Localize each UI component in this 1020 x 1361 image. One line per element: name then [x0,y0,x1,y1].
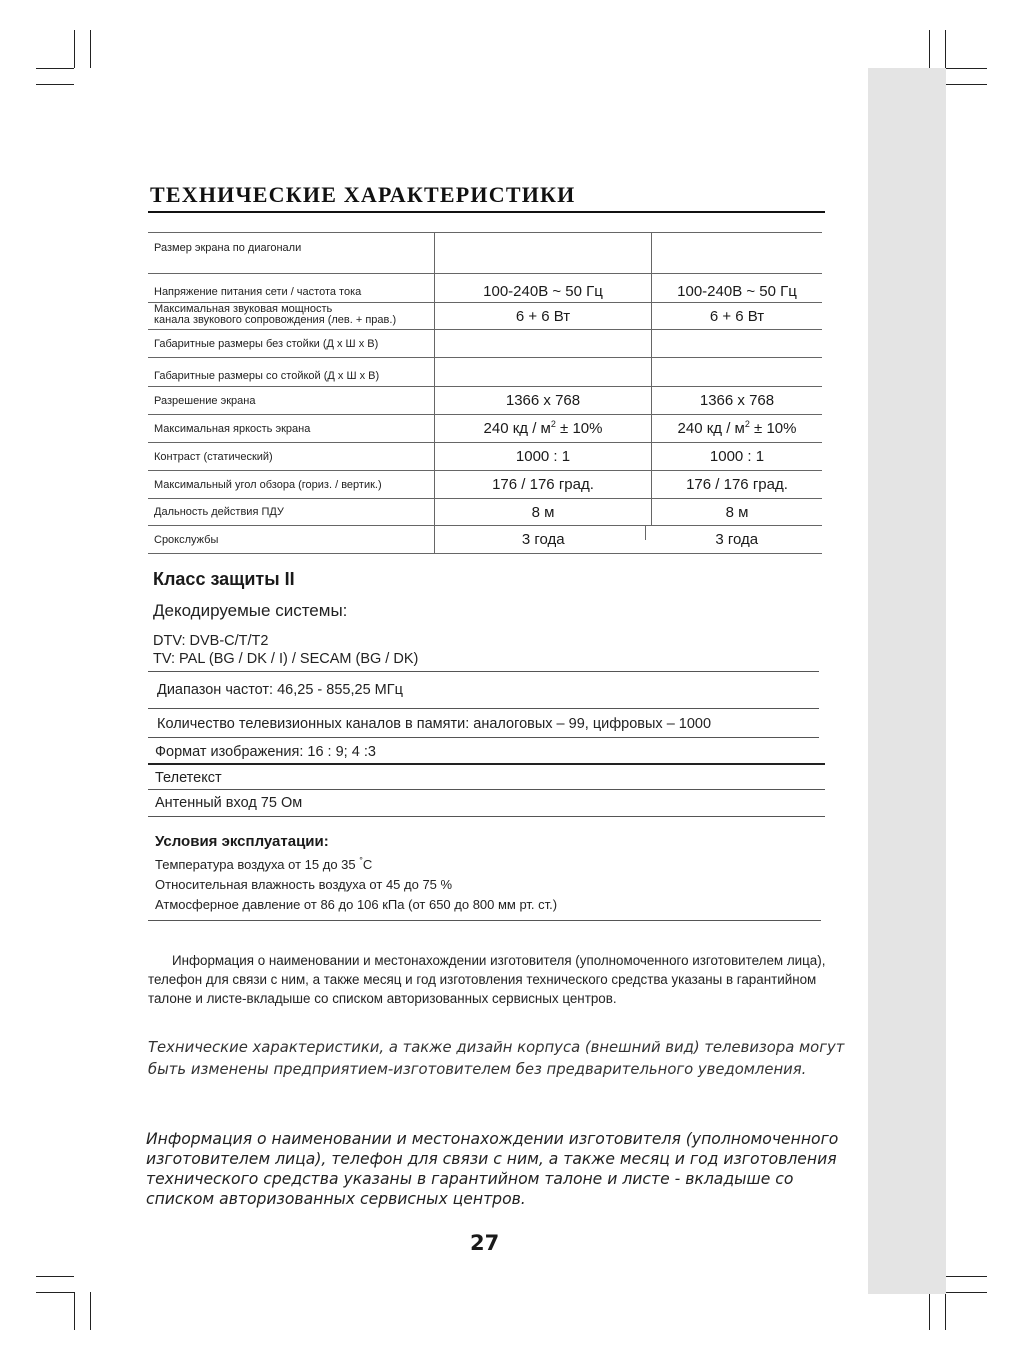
title-underline [148,211,825,213]
table-row [148,387,822,415]
table-row [148,330,822,358]
divider [148,920,821,921]
spec-label: Максимальный угол обзора (гориз. / вертик.) [148,471,435,499]
spec-value: 8 м [652,499,823,526]
protection-class: Класс защиты II [153,569,295,589]
decoding-title: Декодируемые системы: [153,601,348,620]
conditions-temperature [155,857,372,872]
spec-value [652,358,823,387]
spec-value [652,415,823,443]
spec-value: 1366 x 768 [652,387,823,415]
brightness-tolerance: ± 10% [555,420,603,437]
spec-label-line: Максимальная звуковая мощность [154,303,333,315]
spec-label: Размер экрана по диагонали [148,233,435,274]
table-row [148,443,822,471]
spec-value [435,330,652,358]
divider [148,789,825,790]
conditions-pressure: Атмосферное давление от 86 до 106 кПа (от 650 до 800 мм рт. ст.) [155,897,558,912]
divider [148,763,825,765]
spec-label-line: канала звукового сопровождения (лев. + прав.) [154,314,397,326]
spec-label: Максимальная яркость экрана [148,415,435,443]
change-notice: Технические характеристики, а также дизайн корпуса (внешний вид) телевизора могут быть изменены предприятием-изготовителем без предварительного уведомления. [148,1039,845,1078]
spec-label: Разрешение экрана [148,387,435,415]
table-row [148,471,822,499]
channel-count: Количество телевизионных каналов в памяти: аналоговых – 99, цифровых – 1000 [157,716,712,732]
spec-value [652,330,823,358]
page-number: 27 [470,1231,500,1255]
table-row [148,499,822,526]
spec-value: 3 года [652,526,823,554]
specs-table [148,232,822,554]
spec-value: 176 / 176 град. [435,471,652,499]
antenna-input: Антенный вход 75 Ом [155,795,303,811]
table-row [148,526,822,554]
superscript: 2 [550,419,556,429]
spec-label: Контраст (статический) [148,443,435,471]
manufacturer-info-italic: Информация о наименовании и местонахождении изготовителя (уполномоченного изготовителем лица), телефон для связи с ним, а также месяц и год изготовления технического средства указаны в гарантийном талоне и листе - вкладыше со списком авторизованных сервисных центров. [146,1130,839,1208]
spec-value: 6 + 6 Вт [435,303,652,330]
frequency-range: Диапазон частот: 46,25 - 855,25 МГц [157,682,403,698]
manufacturer-info: Информация о наименовании и местонахождении изготовителя (уполномоченного изготовителем лица), телефон для связи с ним, а также месяц и год изготовления технического средства указаны в гарантийном талоне и листе-вкладыше со списком авторизованных сервисных центров. [148,953,826,1006]
spec-label [148,303,435,330]
spec-value: 1000 : 1 [435,443,652,471]
conditions-title: Условия эксплуатации: [155,833,329,850]
spec-label: Срокслужбы [148,526,435,554]
spec-label: Габаритные размеры без стойки (Д х Ш х В) [148,330,435,358]
spec-value: 1000 : 1 [652,443,823,471]
divider [148,816,825,817]
table-row [148,358,822,387]
spec-value: 1366 x 768 [435,387,652,415]
spec-label: Дальность действия ПДУ [148,499,435,526]
decoding-systems [153,632,418,668]
spec-value [435,415,652,443]
conditions-humidity: Относительная влажность воздуха от 45 до 75 % [155,877,453,892]
brightness-tolerance: ± 10% [749,420,797,437]
teletext: Телетекст [155,770,222,786]
image-format: Формат изображения: 16 : 9; 4 :3 [155,744,376,760]
table-row [148,415,822,443]
side-gray-bar [868,68,946,1294]
table-row [148,274,822,303]
spec-value: 6 + 6 Вт [652,303,823,330]
table-row [148,303,822,330]
table-divider [645,526,646,540]
table-row [148,233,822,274]
spec-value [652,233,823,274]
temperature-text: Температура воздуха от 15 до 35 [155,857,360,872]
spec-value: 100-240В ~ 50 Гц [652,274,823,303]
superscript: 2 [744,419,750,429]
spec-value [435,358,652,387]
decoding-line-tv: TV: PAL (BG / DK / I) / SECAM (BG / DK) [153,651,419,667]
spec-value: 176 / 176 град. [652,471,823,499]
page-title: ТЕХНИЧЕСКИЕ ХАРАКТЕРИСТИКИ [150,182,576,207]
degree-symbol: ° [359,855,363,866]
divider [148,671,819,672]
celsius-unit: С [362,857,373,872]
brightness-value: 240 кд / м [677,420,745,437]
spec-value: 3 года [435,526,652,554]
spec-value: 8 м [435,499,652,526]
divider [148,708,819,709]
brightness-value: 240 кд / м [483,420,551,437]
spec-label: Напряжение питания сети / частота тока [148,274,435,303]
spec-value [435,233,652,274]
spec-label: Габаритные размеры со стойкой (Д х Ш х В) [148,358,435,387]
spec-value: 100-240В ~ 50 Гц [435,274,652,303]
decoding-line-dtv: DTV: DVB-C/T/T2 [153,633,269,649]
divider [148,737,819,738]
